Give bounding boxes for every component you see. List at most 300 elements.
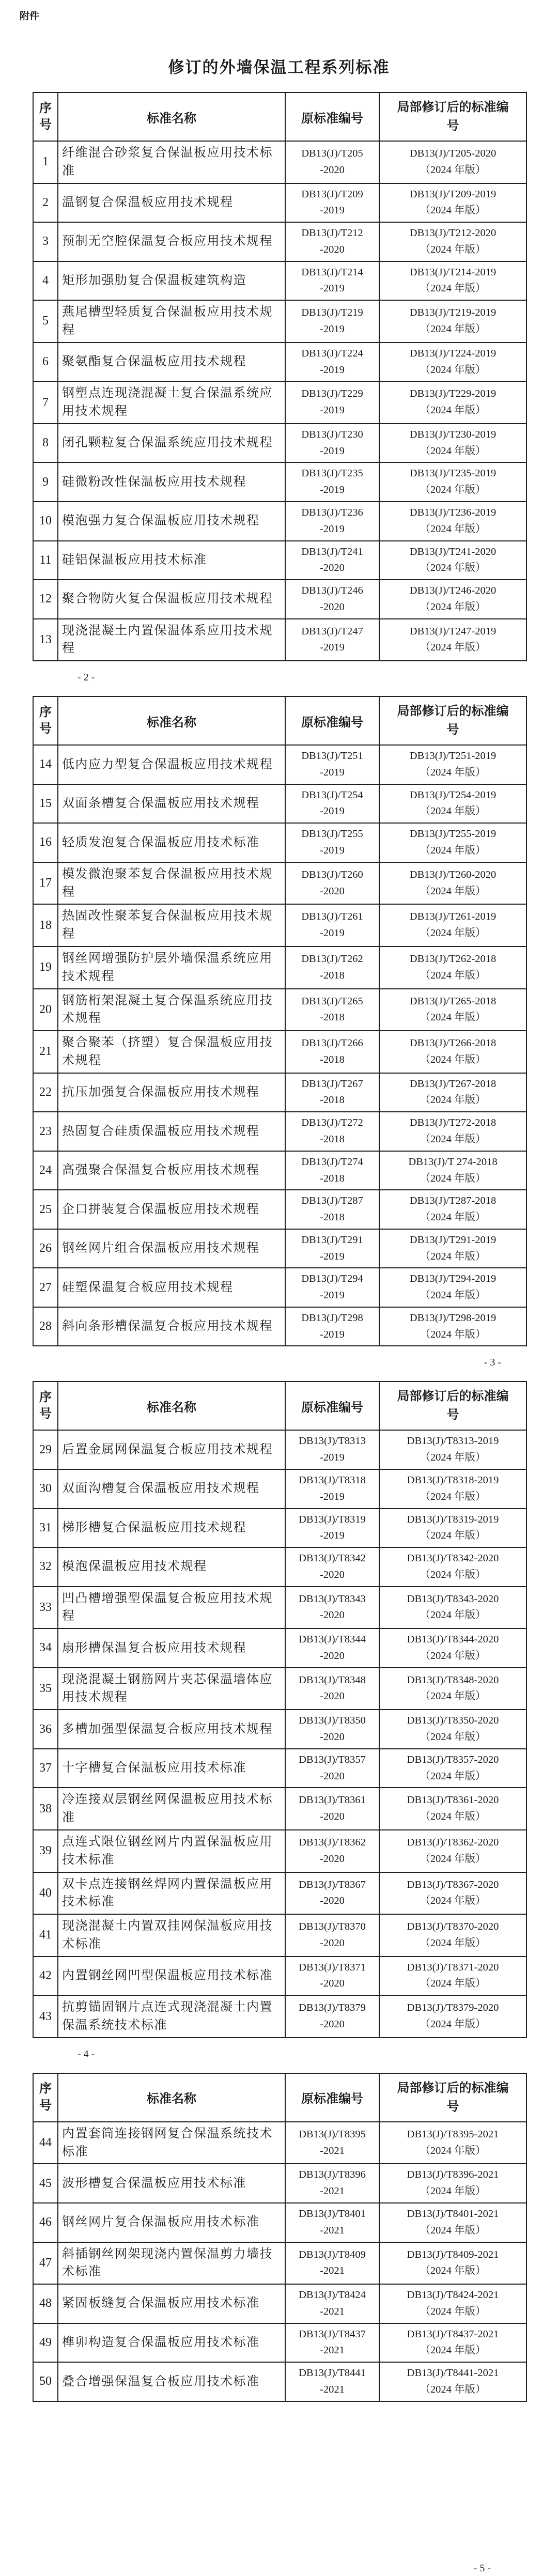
cell-old-number: DB13(J)/T214 -2019: [285, 261, 379, 301]
header-serial: 序号: [33, 92, 58, 141]
cell-serial: 42: [33, 1957, 58, 1996]
cell-old-number: DB13(J)/T8367 -2020: [285, 1872, 379, 1915]
edition-suffix: （2024 年版）: [420, 1452, 486, 1464]
table-body: [33, 1430, 526, 2037]
table-row: [33, 424, 526, 463]
edition-suffix: （2024 年版）: [420, 323, 486, 335]
cell-serial: 14: [33, 745, 58, 784]
header-standard-name: 标准名称: [58, 2073, 285, 2122]
edition-suffix: （2024 年版）: [420, 364, 486, 376]
cell-new-number: DB13(J)/T246-2020 （2024 年版）: [379, 580, 526, 619]
cell-old-number: DB13(J)/T255 -2019: [285, 823, 379, 862]
cell-old-number: DB13(J)/T8371 -2020: [285, 1957, 379, 1996]
cell-standard-name: 聚合聚苯（挤塑）复合保温板应用技术规程: [58, 1031, 285, 1073]
cell-standard-name: 双面条槽复合保温板应用技术规程: [58, 784, 285, 824]
edition-suffix: （2024 年版）: [420, 445, 486, 457]
cell-new-number: DB13(J)/T8343-2020 （2024 年版）: [379, 1587, 526, 1629]
table-row: [33, 1469, 526, 1509]
cell-old-number: DB13(J)/T251 -2019: [285, 745, 379, 784]
cell-serial: 7: [33, 381, 58, 424]
cell-serial: 31: [33, 1509, 58, 1548]
cell-standard-name: 点连式限位钢丝网片内置保温板应用技术标准: [58, 1830, 285, 1872]
cell-old-number: DB13(J)/T241 -2020: [285, 541, 379, 580]
cell-new-number: DB13(J)/T229-2019 （2024 年版）: [379, 381, 526, 424]
cell-standard-name: 硅微粉改性保温板应用技术规程: [58, 462, 285, 502]
cell-serial: 33: [33, 1587, 58, 1629]
cell-standard-name: 钢丝网片复合保温板应用技术标准: [58, 2203, 285, 2242]
cell-serial: 36: [33, 1710, 58, 1749]
cell-serial: 9: [33, 462, 58, 502]
page-number-4: - 4 -: [78, 2048, 95, 2060]
edition-suffix: （2024 年版）: [420, 1770, 486, 1782]
cell-new-number: DB13(J)/T8379-2020 （2024 年版）: [379, 1995, 526, 2038]
cell-standard-name: 钢筋桁架混凝土复合保温系统应用技术规程: [58, 989, 285, 1031]
cell-serial: 32: [33, 1547, 58, 1587]
cell-standard-name: 硅塑保温复合板应用技术规程: [58, 1268, 285, 1307]
table-row: [33, 462, 526, 502]
table-row: [33, 261, 526, 301]
cell-standard-name: 模泡强力复合保温板应用技术规程: [58, 502, 285, 541]
cell-standard-name: 矩形加强肋复合保温板建筑构造: [58, 261, 285, 301]
table-row: [33, 1914, 526, 1957]
table-row: [33, 343, 526, 382]
cell-serial: 15: [33, 784, 58, 824]
cell-old-number: DB13(J)/T230 -2019: [285, 424, 379, 463]
edition-suffix: （2024 年版）: [420, 205, 486, 216]
table-row: [33, 745, 526, 784]
cell-old-number: DB13(J)/T8395 -2021: [285, 2122, 379, 2164]
table-row: [33, 580, 526, 619]
edition-suffix: （2024 年版）: [420, 1094, 486, 1106]
edition-suffix: （2024 年版）: [420, 1290, 486, 1301]
cell-new-number: DB13(J)/T8344-2020 （2024 年版）: [379, 1628, 526, 1668]
cell-old-number: DB13(J)/T224 -2019: [285, 343, 379, 382]
cell-serial: 5: [33, 300, 58, 343]
cell-serial: 41: [33, 1914, 58, 1957]
cell-standard-name: 内置钢丝网凹型保温板应用技术标准: [58, 1957, 285, 1996]
cell-new-number: DB13(J)/T8313-2019 （2024 年版）: [379, 1430, 526, 1469]
cell-standard-name: 双卡点连接钢丝焊网内置保温板应用技术标准: [58, 1872, 285, 1915]
cell-standard-name: 凹凸槽增强型保温复合板应用技术规程: [58, 1587, 285, 1629]
cell-standard-name: 聚氨酯复合保温板应用技术规程: [58, 343, 285, 382]
header-serial: 序号: [33, 1382, 58, 1430]
table-row: [33, 541, 526, 580]
table-row: [33, 183, 526, 223]
standards-table-page-4: [33, 2073, 527, 2402]
cell-standard-name: 燕尾槽型轻质复合保温板应用技术规程: [58, 300, 285, 343]
cell-old-number: DB13(J)/T8318 -2019: [285, 1469, 379, 1509]
table-row: [33, 502, 526, 541]
cell-serial: 10: [33, 502, 58, 541]
table-row: [33, 1628, 526, 1668]
edition-suffix: （2024 年版）: [420, 2305, 486, 2317]
cell-old-number: DB13(J)/T267 -2018: [285, 1073, 379, 1112]
table-row: [33, 2242, 526, 2285]
table-row: [33, 1229, 526, 1268]
cell-standard-name: 斜插钢丝网架现浇内置保温剪力墙技术标准: [58, 2242, 285, 2285]
cell-new-number: DB13(J)/T224-2019 （2024 年版）: [379, 343, 526, 382]
cell-new-number: DB13(J)/T261-2019 （2024 年版）: [379, 904, 526, 946]
cell-standard-name: 高强聚合保温复合板应用技术规程: [58, 1151, 285, 1190]
cell-standard-name: 现浇混凝土内置保温体系应用技术规程: [58, 619, 285, 661]
cell-new-number: DB13(J)/T8362-2020 （2024 年版）: [379, 1830, 526, 1872]
cell-new-number: DB13(J)/T8350-2020 （2024 年版）: [379, 1710, 526, 1749]
edition-suffix: （2024 年版）: [420, 969, 486, 981]
table-row: [33, 989, 526, 1031]
header-standard-name: 标准名称: [58, 696, 285, 745]
page-title: 修订的外墙保温工程系列标准: [168, 58, 390, 76]
table-row: [33, 381, 526, 424]
cell-new-number: DB13(J)/T236-2019 （2024 年版）: [379, 502, 526, 541]
edition-suffix: （2024 年版）: [420, 562, 486, 574]
cell-new-number: DB13(J)/T272-2018 （2024 年版）: [379, 1112, 526, 1151]
header-old-number: 原标准编号: [285, 696, 379, 745]
table-row: [33, 823, 526, 862]
cell-serial: 45: [33, 2164, 58, 2203]
table-row: [33, 2323, 526, 2363]
cell-new-number: DB13(J)/T8318-2019 （2024 年版）: [379, 1469, 526, 1509]
table-row: [33, 619, 526, 661]
cell-new-number: DB13(J)/T8371-2020 （2024 年版）: [379, 1957, 526, 1996]
cell-standard-name: 叠合增强保温复合板应用技术标准: [58, 2362, 285, 2401]
table-row: [33, 2362, 526, 2401]
cell-serial: 24: [33, 1151, 58, 1190]
table-row: [33, 1830, 526, 1872]
cell-standard-name: 波形槽复合保温板应用技术标准: [58, 2164, 285, 2203]
edition-suffix: （2024 年版）: [420, 1328, 486, 1340]
cell-serial: 13: [33, 619, 58, 661]
table-row: [33, 1307, 526, 1346]
cell-old-number: DB13(J)/T8343 -2020: [285, 1587, 379, 1629]
cell-standard-name: 抗压加强复合保温板应用技术规程: [58, 1073, 285, 1112]
cell-serial: 16: [33, 823, 58, 862]
cell-new-number: DB13(J)/T8342-2020 （2024 年版）: [379, 1547, 526, 1587]
cell-old-number: DB13(J)/T8424 -2021: [285, 2284, 379, 2323]
cell-serial: 11: [33, 541, 58, 580]
cell-old-number: DB13(J)/T8357 -2020: [285, 1749, 379, 1788]
cell-standard-name: 温钢复合保温板应用技术规程: [58, 183, 285, 223]
cell-new-number: DB13(J)/T235-2019 （2024 年版）: [379, 462, 526, 502]
cell-new-number: DB13(J)/T8409-2021 （2024 年版）: [379, 2242, 526, 2285]
cell-serial: 34: [33, 1628, 58, 1668]
cell-standard-name: 聚合物防火复合保温板应用技术规程: [58, 580, 285, 619]
edition-suffix: （2024 年版）: [420, 243, 486, 255]
cell-serial: 6: [33, 343, 58, 382]
table-row: [33, 1749, 526, 1788]
cell-old-number: DB13(J)/T8344 -2020: [285, 1628, 379, 1668]
cell-standard-name: 紧固板缝复合保温板应用技术标准: [58, 2284, 285, 2323]
cell-serial: 3: [33, 222, 58, 261]
cell-serial: 20: [33, 989, 58, 1031]
header-serial: 序号: [33, 2073, 58, 2122]
cell-new-number: DB13(J)/T8396-2021 （2024 年版）: [379, 2164, 526, 2203]
page-number-3: - 3 -: [484, 1357, 501, 1369]
cell-serial: 44: [33, 2122, 58, 2164]
cell-new-number: DB13(J)/T209-2019 （2024 年版）: [379, 183, 526, 223]
cell-serial: 46: [33, 2203, 58, 2242]
cell-old-number: DB13(J)/T262 -2018: [285, 946, 379, 989]
cell-standard-name: 抗剪锚固钢片点连式现浇混凝土内置保温系统技术标准: [58, 1995, 285, 2038]
cell-serial: 49: [33, 2323, 58, 2363]
cell-old-number: DB13(J)/T8370 -2020: [285, 1914, 379, 1957]
edition-suffix: （2024 年版）: [420, 1895, 486, 1907]
attachment-label: 附件: [20, 11, 40, 22]
table-row: [33, 1957, 526, 1996]
table-row: [33, 1668, 526, 1710]
table-body: [33, 2122, 526, 2401]
cell-new-number: DB13(J)/T265-2018 （2024 年版）: [379, 989, 526, 1031]
cell-old-number: DB13(J)/T8409 -2021: [285, 2242, 379, 2285]
cell-standard-name: 钢丝网增强防护层外墙保温系统应用技术规程: [58, 946, 285, 989]
cell-serial: 12: [33, 580, 58, 619]
edition-suffix: （2024 年版）: [420, 1172, 486, 1184]
edition-suffix: （2024 年版）: [420, 283, 486, 294]
cell-standard-name: 钢塑点连现浇混凝土复合保温系统应用技术规程: [58, 381, 285, 424]
table-row: [33, 2203, 526, 2242]
cell-serial: 39: [33, 1830, 58, 1872]
cell-new-number: DB13(J)/T262-2018 （2024 年版）: [379, 946, 526, 989]
table-row: [33, 300, 526, 343]
table-row: [33, 946, 526, 989]
cell-standard-name: 现浇混凝土内置双挂网保温板应用技术标准: [58, 1914, 285, 1957]
cell-standard-name: 低内应力型复合保温板应用技术规程: [58, 745, 285, 784]
cell-serial: 17: [33, 862, 58, 905]
cell-old-number: DB13(J)/T8396 -2021: [285, 2164, 379, 2203]
edition-suffix: （2024 年版）: [420, 1853, 486, 1865]
header-serial: 序号: [33, 696, 58, 745]
table-row: [33, 2284, 526, 2323]
cell-new-number: DB13(J)/T247-2019 （2024 年版）: [379, 619, 526, 661]
header-old-number: 原标准编号: [285, 2073, 379, 2122]
header-row: [33, 2073, 526, 2122]
table-row: [33, 1073, 526, 1112]
header-row: [33, 696, 526, 745]
cell-old-number: DB13(J)/T8350 -2020: [285, 1710, 379, 1749]
edition-suffix: （2024 年版）: [420, 2185, 486, 2197]
cell-new-number: DB13(J)/T241-2020 （2024 年版）: [379, 541, 526, 580]
edition-suffix: （2024 年版）: [420, 1690, 486, 1702]
edition-suffix: （2024 年版）: [420, 484, 486, 496]
cell-old-number: DB13(J)/T209 -2019: [285, 183, 379, 223]
edition-suffix: （2024 年版）: [420, 1491, 486, 1502]
cell-new-number: DB13(J)/T 274-2018 （2024 年版）: [379, 1151, 526, 1190]
table-row: [33, 141, 526, 183]
edition-suffix: （2024 年版）: [420, 1937, 486, 1949]
table-row: [33, 1788, 526, 1830]
cell-new-number: DB13(J)/T291-2019 （2024 年版）: [379, 1229, 526, 1268]
cell-serial: 40: [33, 1872, 58, 1915]
cell-serial: 25: [33, 1190, 58, 1229]
edition-suffix: （2024 年版）: [420, 1212, 486, 1223]
cell-serial: 21: [33, 1031, 58, 1073]
table-row: [33, 1547, 526, 1587]
cell-standard-name: 十字槽复合保温板应用技术标准: [58, 1749, 285, 1788]
cell-new-number: DB13(J)/T8437-2021 （2024 年版）: [379, 2323, 526, 2363]
edition-suffix: （2024 年版）: [420, 164, 486, 176]
cell-serial: 38: [33, 1788, 58, 1830]
cell-new-number: DB13(J)/T212-2020 （2024 年版）: [379, 222, 526, 261]
cell-serial: 2: [33, 183, 58, 223]
table-row: [33, 1112, 526, 1151]
edition-suffix: （2024 年版）: [420, 1250, 486, 1262]
cell-old-number: DB13(J)/T265 -2018: [285, 989, 379, 1031]
table-row: [33, 904, 526, 946]
cell-old-number: DB13(J)/T246 -2020: [285, 580, 379, 619]
header-standard-name: 标准名称: [58, 1382, 285, 1430]
table-row: [33, 1710, 526, 1749]
page-number-2: - 2 -: [78, 672, 95, 684]
edition-suffix: （2024 年版）: [420, 766, 486, 778]
table-row: [33, 1995, 526, 2038]
cell-old-number: DB13(J)/T272 -2018: [285, 1112, 379, 1151]
edition-suffix: （2024 年版）: [420, 1731, 486, 1743]
cell-old-number: DB13(J)/T8401 -2021: [285, 2203, 379, 2242]
header-revised-number: 局部修订后的标准编号: [379, 696, 526, 745]
cell-serial: 18: [33, 904, 58, 946]
standards-table-page-1: [33, 92, 527, 661]
table-row: [33, 862, 526, 905]
cell-standard-name: 模泡保温板应用技术规程: [58, 1547, 285, 1587]
cell-new-number: DB13(J)/T8395-2021 （2024 年版）: [379, 2122, 526, 2164]
cell-old-number: DB13(J)/T8348 -2020: [285, 1668, 379, 1710]
table-row: [33, 1268, 526, 1307]
edition-suffix: （2024 年版）: [420, 2145, 486, 2156]
header-old-number: 原标准编号: [285, 92, 379, 141]
cell-standard-name: 内置套筒连接钢网复合保温系统技术标准: [58, 2122, 285, 2164]
table-row: [33, 2122, 526, 2164]
cell-old-number: DB13(J)/T260 -2020: [285, 862, 379, 905]
cell-old-number: DB13(J)/T8362 -2020: [285, 1830, 379, 1872]
cell-standard-name: 纤维混合砂浆复合保温板应用技术标准: [58, 141, 285, 183]
table-row: [33, 1509, 526, 1548]
cell-serial: 19: [33, 946, 58, 989]
cell-new-number: DB13(J)/T8361-2020 （2024 年版）: [379, 1788, 526, 1830]
cell-serial: 8: [33, 424, 58, 463]
edition-suffix: （2024 年版）: [420, 2383, 486, 2395]
cell-old-number: DB13(J)/T8441 -2021: [285, 2362, 379, 2401]
edition-suffix: （2024 年版）: [420, 1053, 486, 1065]
cell-old-number: DB13(J)/T8379 -2020: [285, 1995, 379, 2038]
cell-standard-name: 轻质发泡复合保温板应用技术标准: [58, 823, 285, 862]
cell-old-number: DB13(J)/T287 -2018: [285, 1190, 379, 1229]
cell-serial: 1: [33, 141, 58, 183]
cell-standard-name: 硅铝保温板应用技术标准: [58, 541, 285, 580]
table-row: [33, 1151, 526, 1190]
edition-suffix: （2024 年版）: [420, 601, 486, 613]
cell-serial: 35: [33, 1668, 58, 1710]
edition-suffix: （2024 年版）: [420, 405, 486, 416]
table-row: [33, 1031, 526, 1073]
cell-standard-name: 企口拼装复合保温板应用技术规程: [58, 1190, 285, 1229]
cell-new-number: DB13(J)/T8401-2021 （2024 年版）: [379, 2203, 526, 2242]
cell-standard-name: 模发微泡聚苯复合保温板应用技术规程: [58, 862, 285, 905]
cell-standard-name: 冷连接双层钢丝网保温板应用技术标准: [58, 1788, 285, 1830]
table-row: [33, 1587, 526, 1629]
standards-table-page-2: [33, 696, 527, 1346]
cell-new-number: DB13(J)/T8348-2020 （2024 年版）: [379, 1668, 526, 1710]
cell-standard-name: 预制无空腔保温复合板应用技术规程: [58, 222, 285, 261]
table-row: [33, 2164, 526, 2203]
cell-new-number: DB13(J)/T8319-2019 （2024 年版）: [379, 1509, 526, 1548]
cell-serial: 43: [33, 1995, 58, 2038]
cell-new-number: DB13(J)/T260-2020 （2024 年版）: [379, 862, 526, 905]
cell-old-number: DB13(J)/T8437 -2021: [285, 2323, 379, 2363]
cell-old-number: DB13(J)/T219 -2019: [285, 300, 379, 343]
cell-new-number: DB13(J)/T230-2019 （2024 年版）: [379, 424, 526, 463]
header-old-number: 原标准编号: [285, 1382, 379, 1430]
cell-old-number: DB13(J)/T205 -2020: [285, 141, 379, 183]
cell-new-number: DB13(J)/T8424-2021 （2024 年版）: [379, 2284, 526, 2323]
table-row: [33, 784, 526, 824]
cell-serial: 37: [33, 1749, 58, 1788]
cell-standard-name: 扇形槽保温复合板应用技术规程: [58, 1628, 285, 1668]
cell-new-number: DB13(J)/T287-2018 （2024 年版）: [379, 1190, 526, 1229]
cell-standard-name: 多槽加强型保温复合板应用技术规程: [58, 1710, 285, 1749]
cell-new-number: DB13(J)/T8367-2020 （2024 年版）: [379, 1872, 526, 1915]
edition-suffix: （2024 年版）: [420, 1811, 486, 1823]
cell-new-number: DB13(J)/T8441-2021 （2024 年版）: [379, 2362, 526, 2401]
edition-suffix: （2024 年版）: [420, 1012, 486, 1023]
cell-serial: 50: [33, 2362, 58, 2401]
cell-standard-name: 梯形槽复合保温板应用技术规程: [58, 1509, 285, 1548]
edition-suffix: （2024 年版）: [420, 1978, 486, 1990]
cell-new-number: DB13(J)/T251-2019 （2024 年版）: [379, 745, 526, 784]
edition-suffix: （2024 年版）: [420, 2224, 486, 2236]
header-standard-name: 标准名称: [58, 92, 285, 141]
edition-suffix: （2024 年版）: [420, 1530, 486, 1542]
cell-old-number: DB13(J)/T274 -2018: [285, 1151, 379, 1190]
cell-serial: 28: [33, 1307, 58, 1346]
cell-serial: 47: [33, 2242, 58, 2285]
edition-suffix: （2024 年版）: [420, 2019, 486, 2030]
cell-serial: 48: [33, 2284, 58, 2323]
cell-serial: 29: [33, 1430, 58, 1469]
cell-serial: 22: [33, 1073, 58, 1112]
cell-new-number: DB13(J)/T205-2020 （2024 年版）: [379, 141, 526, 183]
edition-suffix: （2024 年版）: [420, 1134, 486, 1145]
header-row: [33, 92, 526, 141]
header-revised-number: 局部修订后的标准编号: [379, 2073, 526, 2122]
cell-old-number: DB13(J)/T229 -2019: [285, 381, 379, 424]
table-row: [33, 222, 526, 261]
cell-serial: 27: [33, 1268, 58, 1307]
edition-suffix: （2024 年版）: [420, 2265, 486, 2277]
cell-old-number: DB13(J)/T8361 -2020: [285, 1788, 379, 1830]
cell-standard-name: 现浇混凝土钢筋网片夹芯保温墙体应用技术规程: [58, 1668, 285, 1710]
table-body: [33, 141, 526, 661]
cell-new-number: DB13(J)/T294-2019 （2024 年版）: [379, 1268, 526, 1307]
cell-old-number: DB13(J)/T294 -2019: [285, 1268, 379, 1307]
cell-old-number: DB13(J)/T266 -2018: [285, 1031, 379, 1073]
cell-standard-name: 斜向条形槽保温复合板应用技术规程: [58, 1307, 285, 1346]
page-number-5: - 5 -: [473, 2563, 491, 2574]
cell-old-number: DB13(J)/T8319 -2019: [285, 1509, 379, 1548]
edition-suffix: （2024 年版）: [420, 885, 486, 897]
cell-old-number: DB13(J)/T291 -2019: [285, 1229, 379, 1268]
cell-new-number: DB13(J)/T255-2019 （2024 年版）: [379, 823, 526, 862]
cell-old-number: DB13(J)/T247 -2019: [285, 619, 379, 661]
table-body: [33, 745, 526, 1346]
cell-standard-name: 双面沟槽复合保温板应用技术规程: [58, 1469, 285, 1509]
cell-standard-name: 榫卯构造复合保温板应用技术标准: [58, 2323, 285, 2363]
cell-standard-name: 热固改性聚苯复合保温板应用技术规程: [58, 904, 285, 946]
cell-new-number: DB13(J)/T266-2018 （2024 年版）: [379, 1031, 526, 1073]
cell-new-number: DB13(J)/T298-2019 （2024 年版）: [379, 1307, 526, 1346]
edition-suffix: （2024 年版）: [420, 1650, 486, 1662]
cell-new-number: DB13(J)/T8370-2020 （2024 年版）: [379, 1914, 526, 1957]
table-row: [33, 1190, 526, 1229]
edition-suffix: （2024 年版）: [420, 2345, 486, 2356]
